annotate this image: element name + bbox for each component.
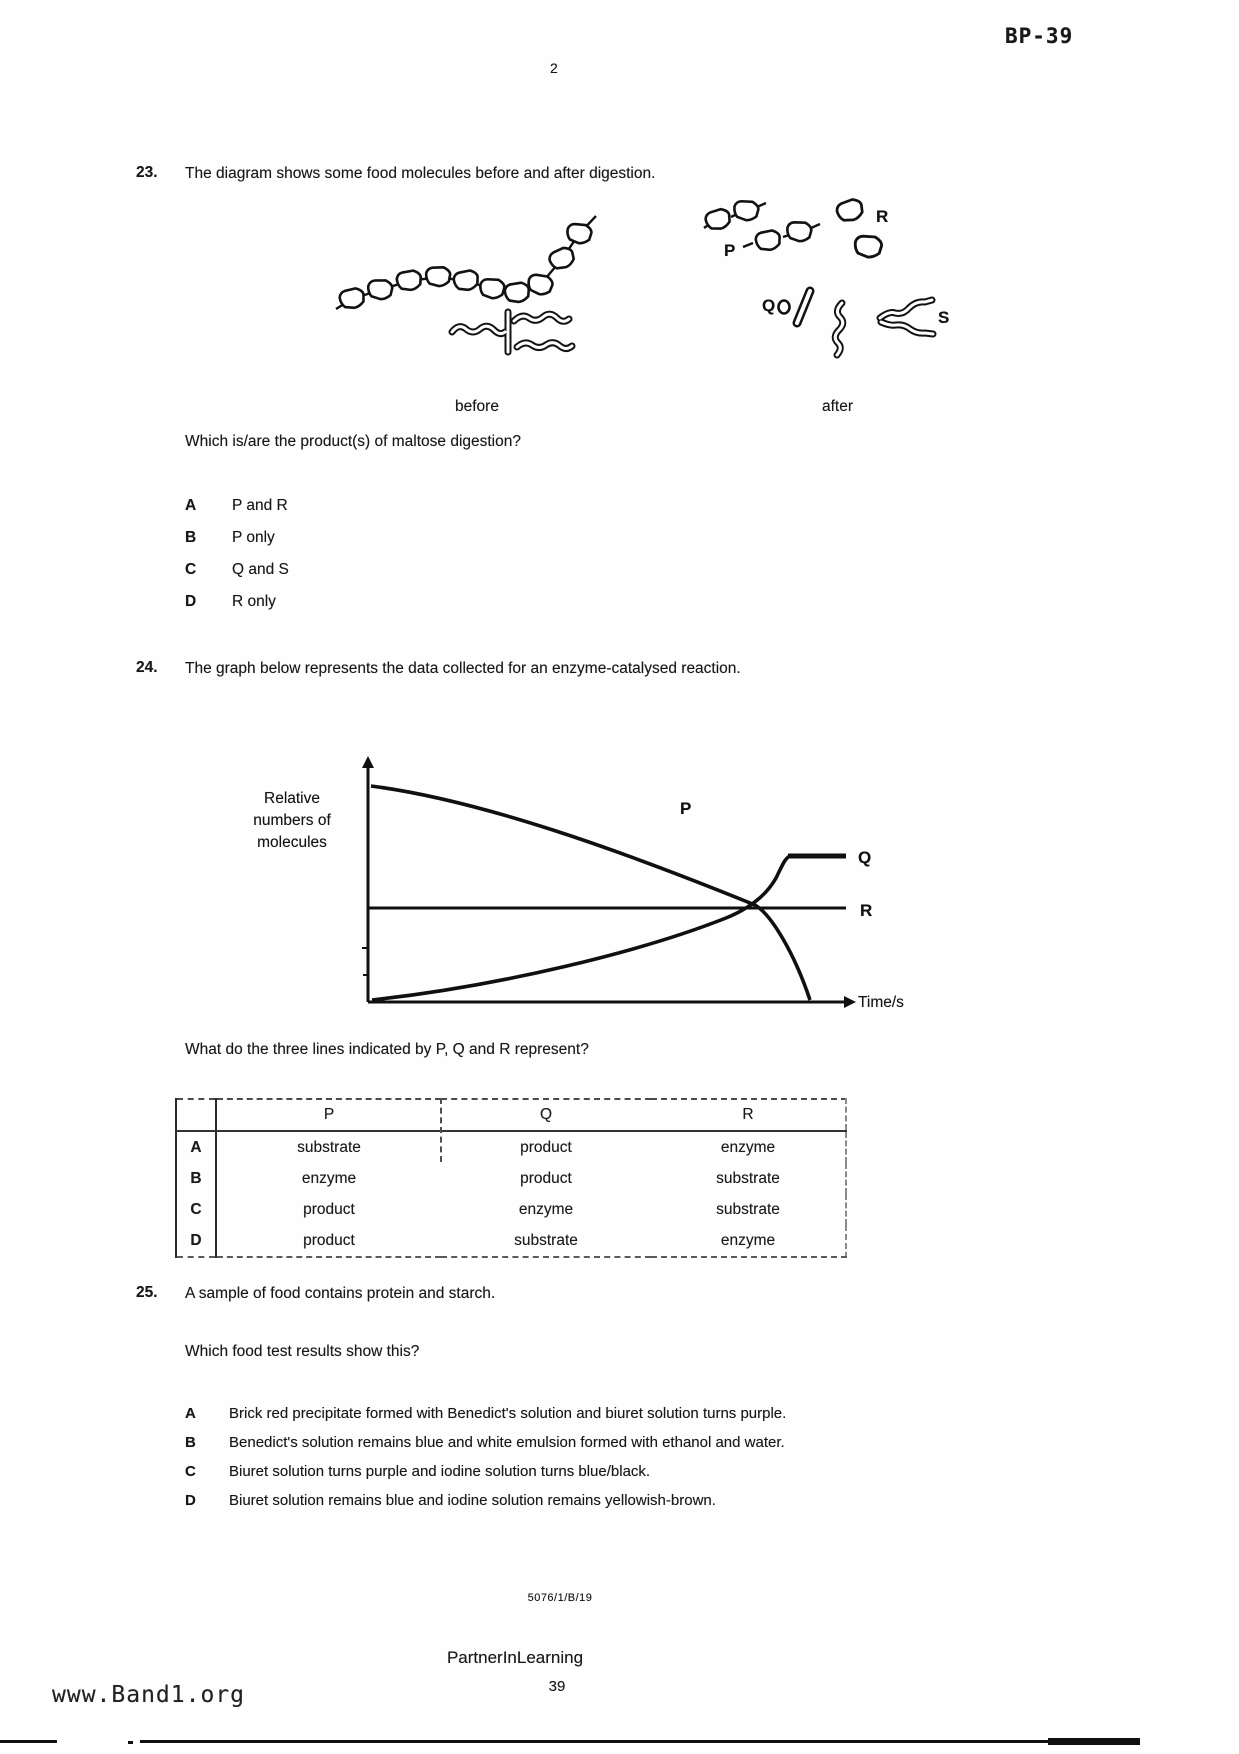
cell: product: [303, 1231, 355, 1249]
table-row: [176, 1163, 846, 1194]
scan-artifact-dot: [128, 1741, 133, 1744]
q25-question: Which food test results show this?: [185, 1343, 420, 1360]
cell: substrate: [716, 1169, 780, 1187]
table-header-row: [176, 1099, 846, 1131]
q23-molecule-diagram: [300, 190, 1000, 380]
before-protein-molecule: [452, 312, 572, 352]
q24-stem: The graph below represents the data collected for an enzyme-catalysed reaction.: [185, 660, 741, 677]
footer-brand: PartnerInLearning: [446, 1648, 584, 1667]
cell: enzyme: [720, 1138, 776, 1156]
graph-label-r: R: [860, 901, 873, 920]
footer-paper-ref: 5076/1/B/19: [527, 1592, 593, 1604]
q25-option-text: Brick red precipitate formed with Benedict's solution and biuret solution turns purple.: [229, 1405, 787, 1422]
row-letter: C: [176, 1194, 216, 1225]
graph-x-axis-label: Time/s: [858, 994, 904, 1011]
q25-option-letter: A: [185, 1405, 196, 1422]
q25-number: 25.: [136, 1284, 158, 1301]
q23-option-text: Q and S: [232, 561, 289, 578]
q24-question: What do the three lines indicated by P, Q and R represent?: [185, 1041, 589, 1058]
row-letter: A: [176, 1131, 216, 1163]
cell: enzyme: [518, 1200, 574, 1218]
cell: substrate: [297, 1138, 361, 1156]
page-number-top: 2: [550, 60, 558, 76]
label-s: S: [938, 308, 950, 327]
q24-answer-table: [175, 1098, 845, 1252]
q23-option-letter: C: [185, 561, 197, 578]
svg-text:molecules: molecules: [257, 834, 327, 851]
scan-artifact-blob: [1048, 1738, 1140, 1745]
q23-stem: The diagram shows some food molecules before and after digestion.: [185, 165, 656, 182]
scan-artifact-line: [0, 1740, 57, 1743]
cell: enzyme: [301, 1169, 357, 1187]
cell: product: [520, 1169, 572, 1187]
q25-option-text: Biuret solution remains blue and iodine solution remains yellowish-brown.: [229, 1492, 716, 1509]
table-row: [176, 1225, 846, 1257]
table-header-p: P: [216, 1099, 441, 1131]
q23-option-letter: A: [185, 497, 197, 514]
table-corner-cell: [176, 1099, 216, 1131]
q23-option-text: R only: [232, 593, 276, 610]
scan-artifact-line: [140, 1740, 1140, 1743]
graph-line-p: [371, 786, 810, 1000]
graph-y-axis-label: [253, 790, 331, 851]
row-letter: B: [176, 1163, 216, 1194]
q25-option-text: Benedict's solution remains blue and white emulsion formed with ethanol and water.: [229, 1434, 785, 1451]
q25-option-text: Biuret solution turns purple and iodine solution turns blue/black.: [229, 1463, 651, 1480]
svg-text:Relative: Relative: [264, 790, 320, 807]
row-letter: D: [176, 1225, 216, 1257]
table-header-q: Q: [441, 1099, 651, 1131]
doc-code: BP-39: [1005, 24, 1074, 48]
graph-label-q: Q: [858, 848, 872, 867]
q23-option-letter: B: [185, 529, 197, 546]
q23-question: Which is/are the product(s) of maltose digestion?: [185, 433, 521, 450]
cell: product: [520, 1138, 572, 1156]
footer-page-number: 39: [548, 1678, 566, 1695]
q24-number: 24.: [136, 659, 158, 676]
q24-graph: [220, 745, 910, 1017]
cell: product: [303, 1200, 355, 1218]
before-polysaccharide-chain: [336, 216, 596, 310]
after-label: after: [822, 398, 854, 415]
table-header-r: R: [651, 1099, 846, 1131]
cell: substrate: [716, 1200, 780, 1218]
q23-option-text: P and R: [232, 497, 288, 514]
label-r: R: [876, 207, 889, 226]
q25-option-letter: D: [185, 1492, 196, 1509]
table-row: [176, 1131, 846, 1163]
q23-number: 23.: [136, 164, 158, 181]
after-rod-molecule: [779, 291, 811, 323]
graph-axes: [362, 756, 856, 1008]
table-pq-divider-line: [440, 1098, 442, 1162]
q25-option-letter: B: [185, 1434, 196, 1451]
cell: enzyme: [720, 1231, 776, 1249]
q23-option-letter: D: [185, 593, 197, 610]
table-row: [176, 1194, 846, 1225]
after-amino-squiggles: [835, 300, 933, 355]
after-maltose-pairs: [704, 199, 820, 251]
q25-option-letter: C: [185, 1463, 196, 1480]
q25-stem: A sample of food contains protein and starch.: [185, 1285, 496, 1302]
before-label: before: [455, 398, 499, 415]
watermark-url: www.Band1.org: [52, 1682, 246, 1708]
graph-label-p: P: [680, 799, 692, 818]
label-q: Q: [762, 296, 776, 315]
graph-line-q: [372, 856, 790, 1000]
label-p: P: [724, 241, 736, 260]
svg-text:numbers of: numbers of: [253, 812, 331, 829]
cell: substrate: [514, 1231, 578, 1249]
q23-option-text: P only: [232, 529, 275, 546]
